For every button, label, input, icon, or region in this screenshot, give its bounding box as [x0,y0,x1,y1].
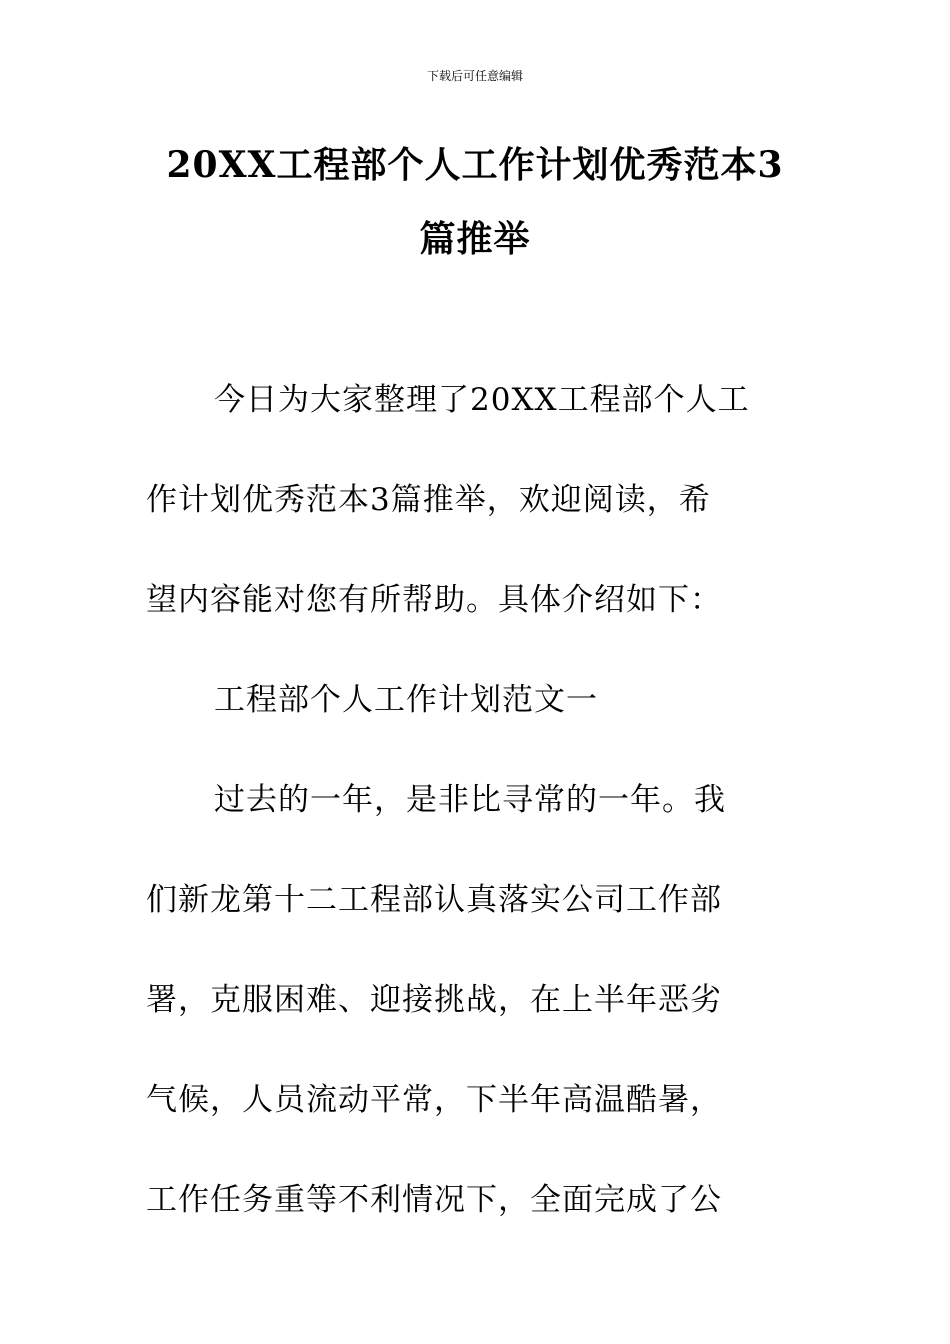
section-heading: 工程部个人工作计划范文一 [214,682,598,718]
body-line-1: 今日为大家整理了20XX工程部个人工 [214,382,750,418]
body-line-3: 望内容能对您有所帮助。具体介绍如下： [146,582,722,618]
header-note: 下载后可任意编辑 [426,69,523,83]
title-line-1: 20XX工程部个人工作计划优秀范本3 [166,144,784,186]
document-title [120,128,830,276]
body-line-5: 过去的一年，是非比寻常的一年。我 [214,782,726,818]
body-line-7: 署，克服困难、迎接挑战，在上半年恶劣 [146,982,722,1018]
document-body [146,350,806,1250]
body-line-6: 们新龙第十二工程部认真落实公司工作部 [146,882,722,918]
body-line-9: 工作任务重等不利情况下，全面完成了公 [146,1182,722,1218]
title-line-2: 篇推举 [419,218,531,260]
body-line-2: 作计划优秀范本3篇推举，欢迎阅读，希 [146,482,711,518]
body-line-8: 气候，人员流动平常，下半年高温酷暑， [146,1082,722,1118]
